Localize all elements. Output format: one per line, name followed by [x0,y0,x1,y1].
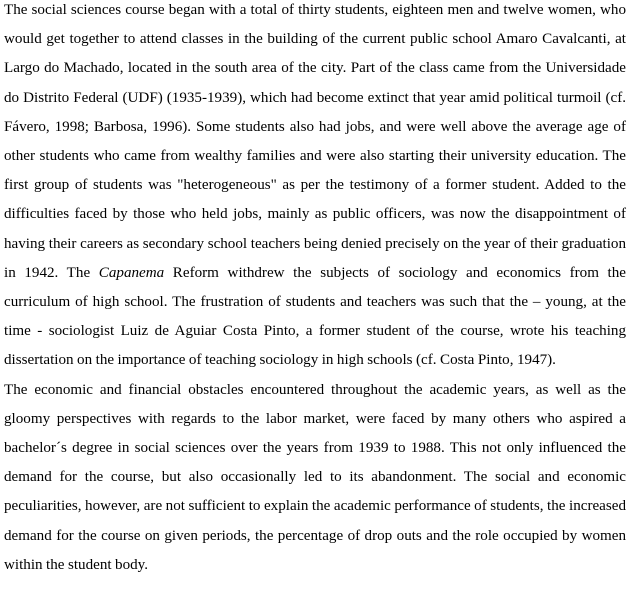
paragraph-economic-obstacles [4,376,626,580]
paragraph-1-text-a: The social sciences course began with a total of thirty students, eighteen men and twelve women, who would get together to attend classes in the building of the current public school Amaro Cavalcanti, at Largo do Machado, located in the south area of the city. Part of the class came from the Universidade do Distrito Federal (UDF) (1935-1939), which had become extinct that year amid political turmoil (cf. Fávero, 1998; Barbosa, 1996). Some students also had jobs, and were well above the average age of other students who came from wealthy families and were also starting their university education. The first group of students was "heterogeneous" as per the testimony of a former student. Added to the difficulties faced by those who held jobs, mainly as public officers, was now the disappointment of having their careers as secondary school teachers being denied precisely on the year of their graduation in 1942. The [4,2,626,281]
paragraph-social-sciences-course [4,0,626,376]
paragraph-2-text: The economic and financial obstacles encountered throughout the academic years, as well as the gloomy perspectives with regards to the labor market, were faced by many others who aspired a bachelor´s degree in social sciences over the years from 1939 to 1988. This not only influenced the demand for the course, but also occasionally led to its abandonment. The social and economic peculiarities, however, are not sufficient to explain the academic performance of students, the increased demand for the course on given periods, the percentage of drop outs and the role occupied by women within the student body. [4,381,626,573]
paragraph-1-text-b: Reform withdrew the subjects of sociology and economics from the curriculum of high school. The frustration of students and teachers was such that the – young, at the time - sociologist Luiz de Aguiar Costa Pinto, a former student of the course, wrote his teaching dissertation on the importance of teaching sociology in high schools (cf. Costa Pinto, 1947). [4,264,626,369]
capanema-emphasis: Capanema [98,264,165,281]
